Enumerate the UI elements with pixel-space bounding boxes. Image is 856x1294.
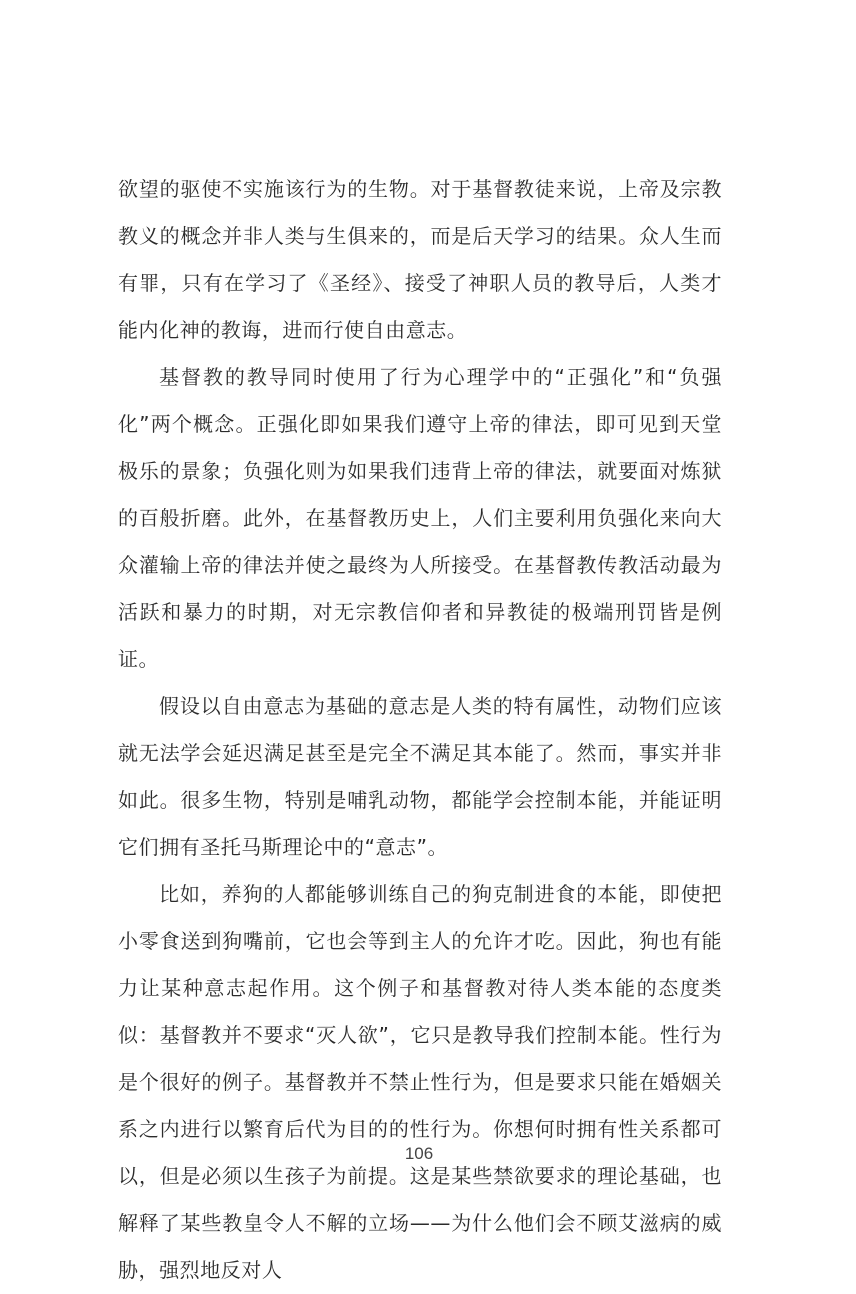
paragraph: 假设以自由意志为基础的意志是人类的特有属性，动物们应该就无法学会延迟满足甚至是完全不满足其本能了。然而，事实并非如此。很多生物，特别是哺乳动物，都能学会控制本能，并能证明它们拥有圣托马斯理论中的“意志”。 — [118, 694, 722, 859]
paragraph: 基督教的教导同时使用了行为心理学中的“正强化”和“负强化”两个概念。正强化即如果我们遵守上帝的律法，即可见到天堂极乐的景象；负强化则为如果我们违背上帝的律法，就要面对炼狱的百般折磨。此外，在基督教历史上，人们主要利用负强化来向大众灌输上帝的律法并使之最终为人所接受。在基督教传教活动最为活跃和暴力的时期，对无宗教信仰者和异教徒的极端刑罚皆是例证。 — [118, 365, 722, 671]
page-number: 106 — [404, 1144, 434, 1163]
body-text — [118, 166, 722, 1294]
paragraph-continued: 欲望的驱使不实施该行为的生物。对于基督教徒来说，上帝及宗教教义的概念并非人类与生俱来的，而是后天学习的结果。众人生而有罪，只有在学习了《圣经》、接受了神职人员的教导后，人类才能内化神的教诲，进而行使自由意志。 — [118, 177, 722, 342]
paragraph: 比如，养狗的人都能够训练自己的狗克制进食的本能，即使把小零食送到狗嘴前，它也会等到主人的允许才吃。因此，狗也有能力让某种意志起作用。这个例子和基督教对待人类本能的态度类似：基督教并不要求“灭人欲”，它只是教导我们控制本能。性行为是个很好的例子。基督教并不禁止性行为，但是要求只能在婚姻关系之内进行以繁育后代为目的的性行为。你想何时拥有性关系都可以，但是必须以生孩子为前提。这是某些禁欲要求的理论基础，也解释了某些教皇令人不解的立场——为什么他们会不顾艾滋病的威胁，强烈地反对人 — [118, 882, 722, 1282]
